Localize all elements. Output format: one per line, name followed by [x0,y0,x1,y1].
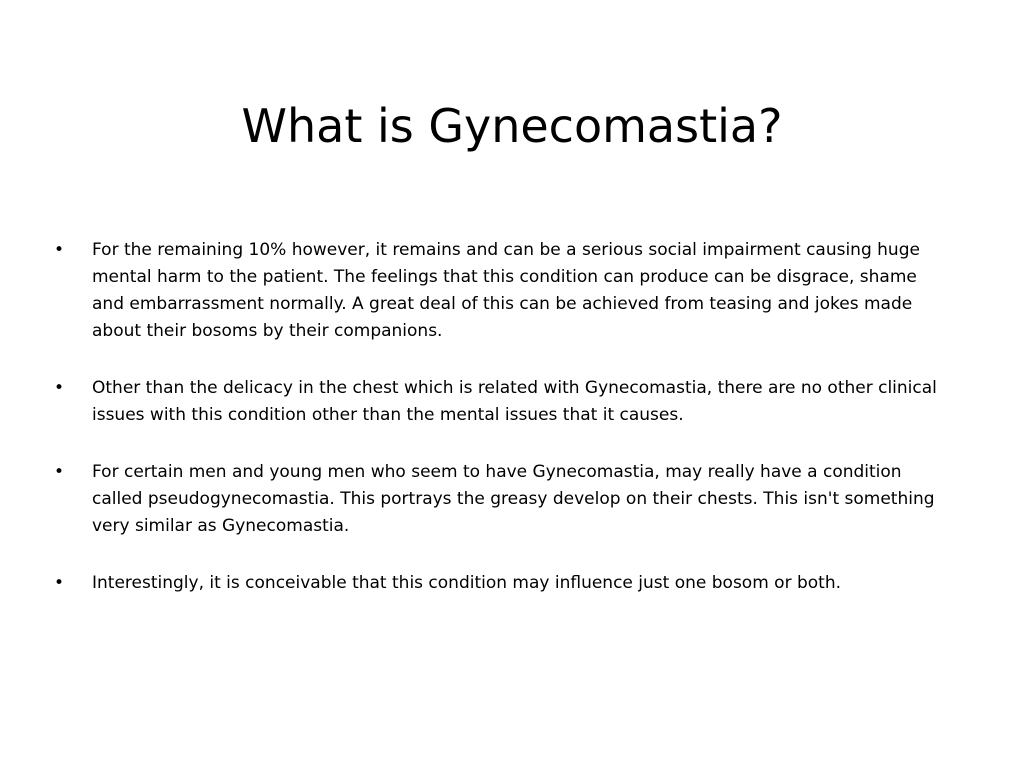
bullet-point-icon: • [54,573,65,593]
bullet-list [52,237,952,627]
bullet-item [52,237,952,345]
bullet-point-icon: • [54,462,65,482]
slide-title: What is Gynecomastia? [241,99,783,153]
bullet-item [52,459,952,540]
bullet-text: For the remaining 10% however, it remains and can be a serious social impairment causing huge mental harm to the patient. The feelings that this condition can produce can be disgrace, shame and embarrassment normally. A great deal of this can be achieved from teasing and jokes made about their bosoms by their companions. [92,240,920,341]
bullet-point-icon: • [54,378,65,398]
bullet-item [52,570,952,597]
bullet-text: Interestingly, it is conceivable that this condition may influence just one bosom or both. [92,573,841,593]
bullet-item [52,375,952,429]
bullet-text: For certain men and young men who seem to have Gynecomastia, may really have a condition called pseudogynecomastia. This portrays the greasy develop on their chests. This isn't something very similar as Gynecomastia. [92,462,935,536]
bullet-point-icon: • [54,240,65,260]
bullet-text: Other than the delicacy in the chest which is related with Gynecomastia, there are no other clinical issues with this condition other than the mental issues that it causes. [92,378,937,425]
